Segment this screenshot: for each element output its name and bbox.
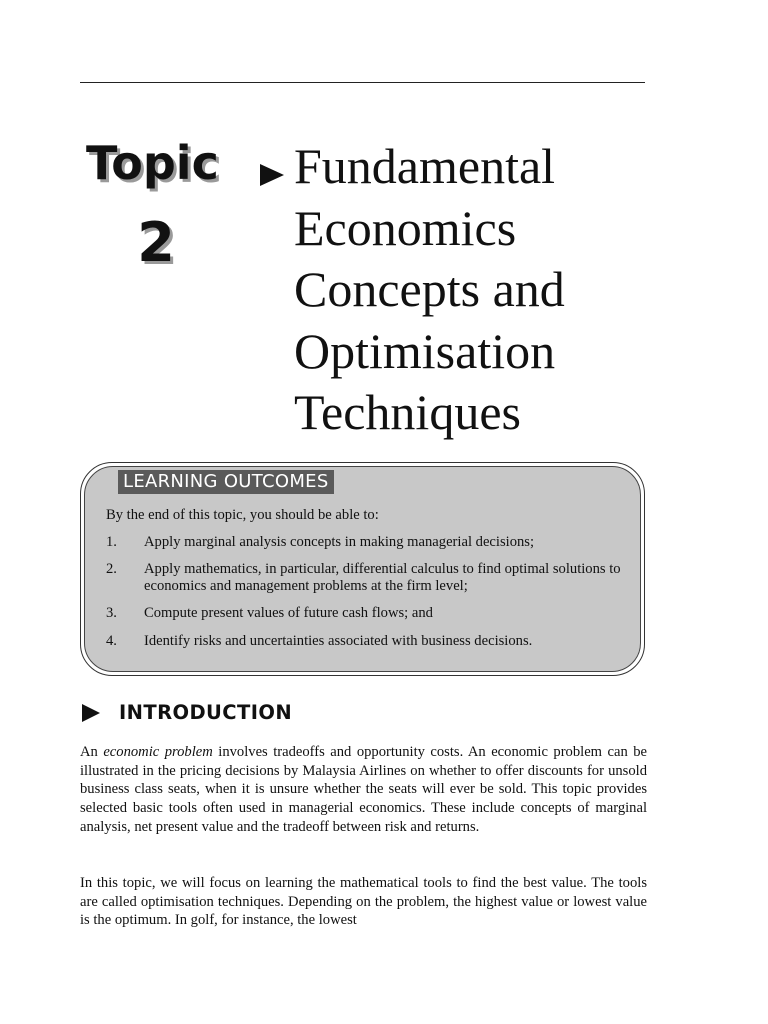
title-line: Fundamental bbox=[294, 138, 556, 194]
outcome-text: Compute present values of future cash flows; and bbox=[144, 605, 433, 621]
topic-number: 2 bbox=[137, 211, 175, 274]
outcome-text: Identify risks and uncertainties associated with business decisions. bbox=[144, 633, 533, 649]
learning-outcomes-header: LEARNING OUTCOMES bbox=[118, 470, 334, 494]
intro-paragraph bbox=[80, 743, 647, 837]
outcome-number: 4. bbox=[106, 633, 117, 649]
title-line: Techniques bbox=[294, 384, 521, 440]
outcome-number: 2. bbox=[106, 561, 117, 577]
topic-title bbox=[294, 136, 714, 444]
outcome-text: Apply marginal analysis concepts in making managerial decisions; bbox=[144, 534, 535, 550]
learning-outcomes-intro: By the end of this topic, you should be able to: bbox=[106, 507, 379, 523]
emphasis-term: economic problem bbox=[103, 744, 213, 760]
top-rule bbox=[80, 82, 645, 83]
paragraph-lead: An bbox=[80, 744, 104, 760]
paragraph-body: involves tradeoffs and opportunity costs. An economic problem can be illustrated in the pricing decisions by Malaysia Airlines on whether to offer discounts for unsold business class seats, when it is unsure whether the seats will ever be sold. This topic provides selected basic tools often used in managerial economics. These include concepts of marginal analysis, net present value and the tradeoff between risk and returns. bbox=[80, 744, 647, 835]
play-arrow-icon bbox=[260, 164, 284, 186]
outcome-number: 1. bbox=[106, 534, 117, 550]
outcome-text: Apply mathematics, in particular, differential calculus to find optimal solutions to economics and management problems at the firm level; bbox=[144, 561, 621, 594]
play-arrow-icon bbox=[82, 704, 100, 722]
outcome-number: 3. bbox=[106, 605, 117, 621]
section-heading: INTRODUCTION bbox=[119, 701, 293, 724]
topic-label: Topic bbox=[86, 136, 219, 190]
title-line: Economics bbox=[294, 199, 517, 256]
body-paragraph: In this topic, we will focus on learning the mathematical tools to find the best value. The tools are called optimisation techniques. Depending on the problem, the highest value or lowest value is the optimum. In golf, for instance, the lowest bbox=[80, 875, 647, 929]
title-line: Optimisation bbox=[294, 322, 556, 379]
title-line: Concepts and bbox=[294, 261, 565, 317]
